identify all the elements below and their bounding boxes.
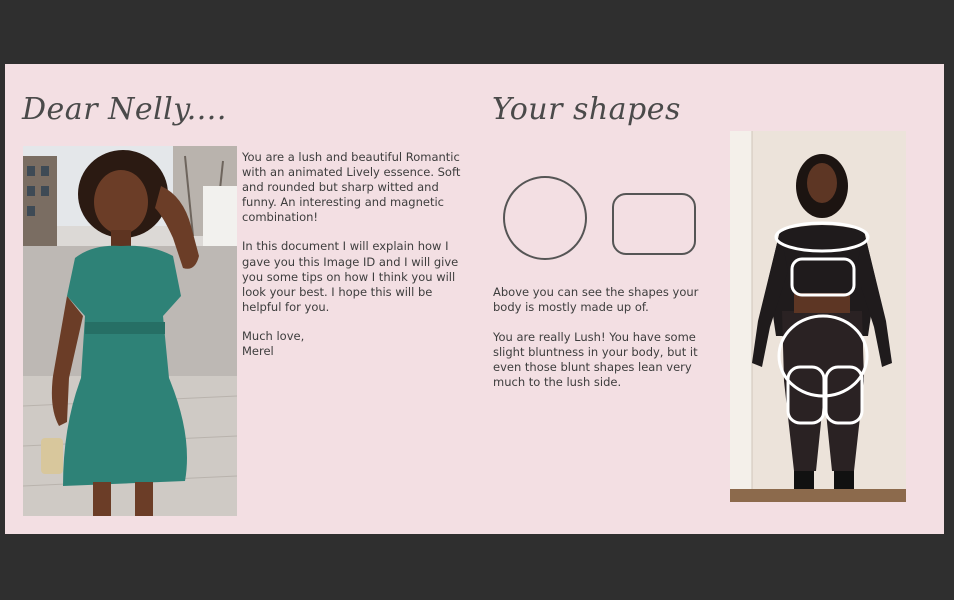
letter-text — [242, 150, 472, 373]
shapes-paragraph-2: You are really Lush! You have some slight bluntness in your body, but it even those blunt shapes lean very much to the lush side. — [493, 330, 698, 390]
letter-paragraph-intro: You are a lush and beautiful Romantic with an animated Lively essence. Soft and rounded but sharp witted and funny. An interesting and magnetic combination! — [242, 150, 461, 225]
rounded-rectangle-icon — [612, 193, 696, 255]
photo-illustration — [23, 146, 237, 516]
shapes-description — [493, 285, 715, 406]
shapes-title: Your shapes — [492, 92, 681, 127]
letter-signoff: Much love, Merel — [242, 328, 305, 359]
shapes-paragraph-1: Above you can see the shapes your body is mostly made up of. — [493, 285, 699, 315]
greeting-title: Dear Nelly.... — [22, 92, 227, 127]
circle-icon — [503, 176, 587, 260]
portrait-photo — [23, 146, 237, 516]
letter-paragraph-explanation: In this document I will explain how I gave you this Image ID and I will give you some tips on how I think you will look your best. I hope this will be helpful for you. — [242, 239, 459, 314]
document-page — [5, 64, 944, 534]
body-shape-photo — [730, 131, 906, 502]
body-shape-illustration — [730, 131, 906, 502]
